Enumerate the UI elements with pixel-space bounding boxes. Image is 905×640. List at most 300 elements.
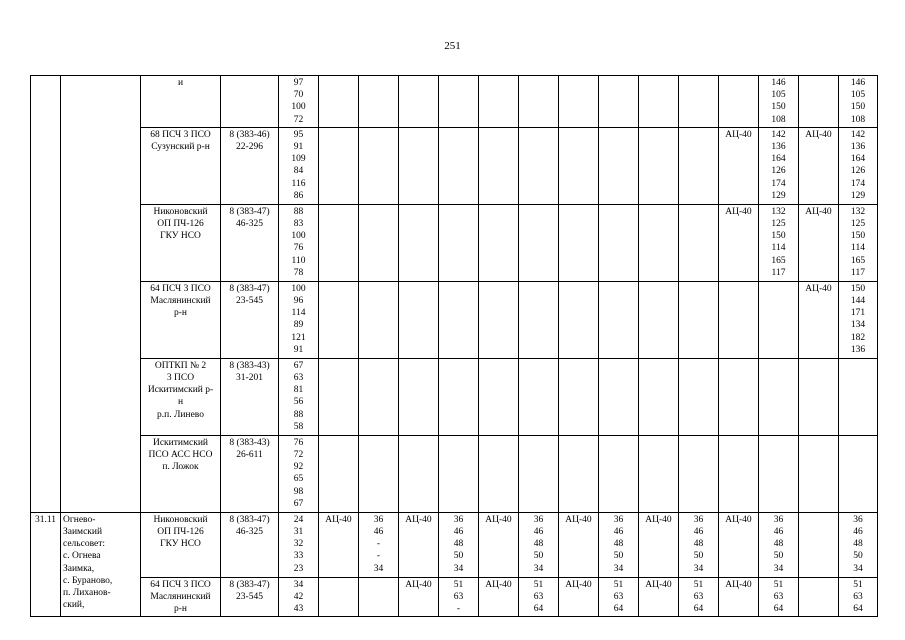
vehicle-cell xyxy=(359,281,399,358)
time-values-line: 64 xyxy=(533,604,544,615)
time-values xyxy=(519,512,559,577)
table-row xyxy=(31,281,878,358)
time-values-line: 136 xyxy=(771,142,786,153)
vehicle-cell-line: АЦ-40 xyxy=(725,129,752,140)
vehicle-cell xyxy=(799,512,839,577)
unit-name-line: 3 ПСО xyxy=(166,373,195,384)
distance-values-line: 100 xyxy=(291,231,306,242)
unit-name xyxy=(141,435,221,512)
vehicle-cell xyxy=(319,127,359,204)
settlement-line: Огнево- xyxy=(63,514,96,525)
distance-values-line: 72 xyxy=(293,450,304,461)
time-values-line: 63 xyxy=(533,592,544,603)
distance-values-line: 67 xyxy=(293,498,304,509)
vehicle-cell xyxy=(479,577,519,617)
distance-values-line: 34 xyxy=(293,579,304,590)
time-values-line: 129 xyxy=(850,190,866,201)
time-values-line: 51 xyxy=(773,579,784,590)
distance-values-line: 89 xyxy=(293,320,304,331)
settlement-line: сельсовет: xyxy=(63,539,106,550)
distance-values-line: 100 xyxy=(291,283,306,294)
unit-phone-line: 46-325 xyxy=(236,219,263,230)
unit-name xyxy=(141,281,221,358)
distance-values-line: 81 xyxy=(293,385,304,396)
time-values-line: 125 xyxy=(850,219,866,230)
time-values-line: 114 xyxy=(851,243,865,254)
vehicle-cell xyxy=(639,358,679,435)
vehicle-cell xyxy=(679,281,719,358)
vehicle-cell xyxy=(439,204,479,281)
distance-values-line: 76 xyxy=(293,243,304,254)
distance-values-line: 114 xyxy=(291,308,306,319)
vehicle-cell xyxy=(679,127,719,204)
vehicle-cell xyxy=(599,358,639,435)
time-values-line: 51 xyxy=(613,579,624,590)
vehicle-cell xyxy=(399,127,439,204)
distance-values-line: 65 xyxy=(293,474,304,485)
distance-values xyxy=(279,281,319,358)
distance-values-line: 95 xyxy=(293,129,304,140)
vehicle-cell-line: АЦ-40 xyxy=(565,514,592,525)
time-values-line: 150 xyxy=(850,102,866,113)
vehicle-cell xyxy=(319,358,359,435)
time-values-line: 117 xyxy=(851,267,865,278)
unit-phone-line: 8 (383-46) xyxy=(229,129,270,140)
unit-phone-line: 8 (383-47) xyxy=(229,283,270,294)
time-values-line: 174 xyxy=(850,178,866,189)
time-values-line: 48 xyxy=(453,539,464,550)
time-values-line: 164 xyxy=(850,154,866,165)
vehicle-cell xyxy=(519,281,559,358)
vehicle-cell xyxy=(479,127,519,204)
time-values-line: - xyxy=(376,539,381,550)
distance-values-line: 88 xyxy=(293,206,304,217)
vehicle-cell xyxy=(559,76,599,128)
unit-phone xyxy=(221,435,279,512)
time-values-line: 36 xyxy=(773,514,784,525)
vehicle-cell xyxy=(719,127,759,204)
distance-values xyxy=(279,435,319,512)
unit-name xyxy=(141,512,221,577)
vehicle-cell-line: АЦ-40 xyxy=(805,206,832,217)
vehicle-cell xyxy=(399,204,439,281)
vehicle-cell xyxy=(439,435,479,512)
vehicle-cell xyxy=(479,435,519,512)
vehicle-cell xyxy=(439,358,479,435)
time-values-line: 50 xyxy=(613,551,624,562)
time-values-line: 46 xyxy=(773,527,784,538)
time-values-line: 136 xyxy=(850,142,866,153)
unit-phone-line: 23-545 xyxy=(236,296,263,307)
vehicle-cell xyxy=(679,76,719,128)
time-values xyxy=(839,281,878,358)
time-values-line: 64 xyxy=(853,604,863,615)
time-values xyxy=(359,512,399,577)
time-values-line: 48 xyxy=(853,539,863,550)
unit-name-line: р-н xyxy=(174,604,187,615)
vehicle-cell xyxy=(319,577,359,617)
distance-values-line: 91 xyxy=(293,142,304,153)
unit-phone-line: 23-545 xyxy=(236,592,263,603)
time-values-line: 63 xyxy=(613,592,624,603)
row-number-line: 31.11 xyxy=(34,514,57,525)
table-row xyxy=(31,204,878,281)
vehicle-cell xyxy=(719,204,759,281)
time-values-line: 34 xyxy=(613,563,624,574)
distance-values-line: 121 xyxy=(291,332,306,343)
time-values-line: 46 xyxy=(613,527,624,538)
vehicle-cell xyxy=(639,577,679,617)
time-values-line: 126 xyxy=(771,166,786,177)
time-values xyxy=(839,435,878,512)
vehicle-cell xyxy=(399,512,439,577)
vehicle-cell xyxy=(439,127,479,204)
time-values-line: 51 xyxy=(853,579,863,590)
time-values-line: 50 xyxy=(693,551,704,562)
vehicle-cell xyxy=(599,204,639,281)
time-values-line: 48 xyxy=(773,539,784,550)
distance-values-line: 31 xyxy=(293,527,304,538)
distance-values-line: 42 xyxy=(293,592,304,603)
unit-phone xyxy=(221,577,279,617)
vehicle-cell xyxy=(639,512,679,577)
time-values-line: 105 xyxy=(850,90,866,101)
unit-name-line: ПСО АСС НСО xyxy=(148,450,213,461)
vehicle-cell-line: АЦ-40 xyxy=(805,129,832,140)
unit-name-line: 64 ПСЧ 3 ПСО xyxy=(150,283,211,294)
vehicle-cell xyxy=(639,127,679,204)
time-values-line: 36 xyxy=(453,514,464,525)
time-values-line: 50 xyxy=(533,551,544,562)
time-values-line: 108 xyxy=(771,114,786,125)
vehicle-cell-line: АЦ-40 xyxy=(645,514,672,525)
vehicle-cell xyxy=(559,435,599,512)
settlement xyxy=(61,512,141,617)
vehicle-cell xyxy=(799,76,839,128)
distance-values-line: 43 xyxy=(293,604,304,615)
time-values-line: 34 xyxy=(853,563,863,574)
time-values xyxy=(519,577,559,617)
vehicle-cell xyxy=(799,281,839,358)
distance-values-line: 92 xyxy=(293,462,304,473)
distance-values-line: 67 xyxy=(293,360,304,371)
time-values-line: 34 xyxy=(773,563,784,574)
time-values-line: 174 xyxy=(771,178,786,189)
unit-name-line: ОП ПЧ-126 xyxy=(157,527,204,538)
time-values-line: 117 xyxy=(771,267,786,278)
distance-values-line: 56 xyxy=(293,397,304,408)
time-values-line: 182 xyxy=(850,332,866,343)
time-values-line: 125 xyxy=(771,219,786,230)
time-values xyxy=(679,577,719,617)
time-values xyxy=(759,281,799,358)
unit-phone-line: 8 (383-47) xyxy=(229,579,270,590)
time-values-line: 108 xyxy=(850,114,866,125)
distance-values xyxy=(279,204,319,281)
distance-values-line: 63 xyxy=(293,373,304,384)
distance-values-line: 32 xyxy=(293,539,304,550)
vehicle-cell-line: АЦ-40 xyxy=(565,579,592,590)
unit-phone-line: 8 (383-43) xyxy=(229,437,270,448)
table-body xyxy=(31,76,878,617)
time-values-line: 34 xyxy=(373,563,384,574)
vehicle-cell xyxy=(479,512,519,577)
settlement-line: с. Огнева xyxy=(63,551,101,562)
settlement-line: Заимка, xyxy=(63,563,95,574)
vehicle-cell xyxy=(719,76,759,128)
unit-name-line: ГКУ НСО xyxy=(160,231,201,242)
time-values-line: 150 xyxy=(850,283,866,294)
time-values-line: 48 xyxy=(533,539,544,550)
unit-phone xyxy=(221,281,279,358)
time-values-line: 171 xyxy=(850,308,866,319)
distance-values-line: 86 xyxy=(293,190,304,201)
distance-values-line: 110 xyxy=(291,255,306,266)
time-values-line: 129 xyxy=(771,190,786,201)
time-values-line: 136 xyxy=(850,344,866,355)
time-values-line: 126 xyxy=(850,166,866,177)
unit-name-line: Маслянинский xyxy=(150,296,211,307)
distance-values-line: 23 xyxy=(293,563,304,574)
distance-values-line: 72 xyxy=(293,114,304,125)
unit-phone-line: 8 (383-43) xyxy=(229,360,270,371)
time-values-line: - xyxy=(456,604,461,615)
distance-values-line: 100 xyxy=(291,102,306,113)
time-values-line: 46 xyxy=(533,527,544,538)
vehicle-cell xyxy=(439,281,479,358)
time-values-line: 142 xyxy=(771,129,786,140)
vehicle-cell xyxy=(559,577,599,617)
unit-name-line: и xyxy=(177,78,184,88)
time-values xyxy=(839,76,878,128)
vehicle-cell xyxy=(359,435,399,512)
time-values xyxy=(759,204,799,281)
vehicle-cell-line: АЦ-40 xyxy=(725,514,752,525)
vehicle-cell xyxy=(319,204,359,281)
distance-values-line: 78 xyxy=(293,267,304,278)
unit-name xyxy=(141,204,221,281)
unit-name-line: н xyxy=(177,397,184,408)
vehicle-cell xyxy=(519,127,559,204)
time-values xyxy=(839,127,878,204)
vehicle-cell-line: АЦ-40 xyxy=(725,579,752,590)
unit-phone-line: 8 (383-47) xyxy=(229,206,270,217)
unit-phone-line: 22-296 xyxy=(236,142,263,153)
time-values-line: 63 xyxy=(853,592,863,603)
time-values-line: 51 xyxy=(453,579,464,590)
vehicle-cell xyxy=(719,435,759,512)
vehicle-cell xyxy=(559,127,599,204)
time-values-line: 36 xyxy=(613,514,624,525)
unit-name-line: Маслянинский xyxy=(150,592,211,603)
vehicle-cell xyxy=(319,512,359,577)
time-values-line: 48 xyxy=(693,539,704,550)
table-row xyxy=(31,577,878,617)
vehicle-cell xyxy=(359,127,399,204)
time-values-line: 165 xyxy=(850,255,866,266)
time-values xyxy=(839,204,878,281)
time-values xyxy=(439,512,479,577)
vehicle-cell xyxy=(719,577,759,617)
vehicle-cell xyxy=(319,281,359,358)
distance-values-line: 70 xyxy=(293,90,304,101)
vehicle-cell xyxy=(319,76,359,128)
unit-name-line: п. Ложок xyxy=(162,462,199,473)
vehicle-cell xyxy=(599,281,639,358)
time-values xyxy=(759,577,799,617)
vehicle-cell xyxy=(479,76,519,128)
time-values-line: 48 xyxy=(613,539,624,550)
vehicle-cell xyxy=(439,76,479,128)
vehicle-cell xyxy=(359,76,399,128)
vehicle-cell xyxy=(719,281,759,358)
time-values-line: 46 xyxy=(373,527,384,538)
time-values xyxy=(839,577,878,617)
vehicle-cell xyxy=(799,204,839,281)
time-values-line: 63 xyxy=(773,592,784,603)
vehicle-cell xyxy=(639,435,679,512)
time-values-line: 105 xyxy=(771,90,786,101)
vehicle-cell xyxy=(399,577,439,617)
distance-values-line: 33 xyxy=(293,551,304,562)
unit-name-line: 68 ПСЧ 3 ПСО xyxy=(150,129,211,140)
vehicle-cell-line: АЦ-40 xyxy=(805,283,832,294)
time-values xyxy=(599,512,639,577)
time-values-line: 114 xyxy=(771,243,786,254)
vehicle-cell xyxy=(799,127,839,204)
distance-values-line: 58 xyxy=(293,421,304,432)
time-values xyxy=(439,577,479,617)
table-row xyxy=(31,127,878,204)
time-values-line: 64 xyxy=(773,604,784,615)
distance-values-line: 96 xyxy=(293,296,304,307)
unit-phone-line: 31-201 xyxy=(236,373,263,384)
vehicle-cell xyxy=(719,358,759,435)
unit-phone xyxy=(221,76,279,128)
time-values-line: 46 xyxy=(853,527,863,538)
time-values-line: 132 xyxy=(771,206,786,217)
table-row xyxy=(31,435,878,512)
time-values-line: 34 xyxy=(533,563,544,574)
time-values-line: 50 xyxy=(853,551,863,562)
time-values-line: 36 xyxy=(373,514,384,525)
vehicle-cell xyxy=(519,204,559,281)
time-values-line: 165 xyxy=(771,255,786,266)
time-values xyxy=(359,577,399,617)
unit-name-line: ОПТКП № 2 xyxy=(154,360,207,371)
vehicle-cell xyxy=(359,204,399,281)
time-values xyxy=(759,76,799,128)
vehicle-cell xyxy=(679,358,719,435)
settlement-line: п. Лиханов- xyxy=(63,588,111,599)
unit-phone xyxy=(221,204,279,281)
time-values-line: 36 xyxy=(853,514,863,525)
time-values-line: 63 xyxy=(693,592,704,603)
vehicle-cell xyxy=(479,204,519,281)
vehicle-cell xyxy=(519,435,559,512)
vehicle-cell xyxy=(399,358,439,435)
unit-phone xyxy=(221,358,279,435)
time-values-line: 142 xyxy=(850,129,866,140)
time-values xyxy=(839,358,878,435)
vehicle-cell xyxy=(479,358,519,435)
vehicle-cell xyxy=(799,358,839,435)
time-values xyxy=(759,435,799,512)
settlement-line: ский, xyxy=(63,600,85,611)
unit-name-line: ОП ПЧ-126 xyxy=(157,219,204,230)
unit-phone-line: 8 (383-47) xyxy=(229,514,270,525)
vehicle-cell xyxy=(479,281,519,358)
unit-name-line: Никоновский xyxy=(153,514,208,525)
unit-phone-line: 46-325 xyxy=(236,527,263,538)
vehicle-cell xyxy=(399,281,439,358)
unit-name-line: р-н xyxy=(174,308,187,319)
unit-phone xyxy=(221,127,279,204)
time-values-line: 146 xyxy=(771,78,786,88)
time-values-line: 63 xyxy=(453,592,464,603)
unit-name xyxy=(141,127,221,204)
time-values-line: 34 xyxy=(453,563,464,574)
unit-name xyxy=(141,577,221,617)
vehicle-cell-line: АЦ-40 xyxy=(325,514,352,525)
vehicle-cell xyxy=(639,204,679,281)
vehicle-cell xyxy=(319,435,359,512)
distance-values-line: 91 xyxy=(293,344,304,355)
time-values-line: - xyxy=(376,551,381,562)
vehicle-cell-line: АЦ-40 xyxy=(725,206,752,217)
unit-phone xyxy=(221,512,279,577)
vehicle-cell-line: АЦ-40 xyxy=(485,579,512,590)
vehicle-cell xyxy=(399,435,439,512)
unit-name-line: ГКУ НСО xyxy=(160,539,201,550)
distance-values-line: 116 xyxy=(291,178,306,189)
vehicle-cell xyxy=(559,204,599,281)
vehicle-cell xyxy=(799,435,839,512)
distance-values xyxy=(279,577,319,617)
vehicle-cell-line: АЦ-40 xyxy=(405,579,432,590)
time-values-line: 64 xyxy=(693,604,704,615)
time-values-line: 150 xyxy=(850,231,866,242)
settlement-line: Заимский xyxy=(63,527,103,538)
time-values-line: 50 xyxy=(773,551,784,562)
distance-values-line: 84 xyxy=(293,166,304,177)
time-values-line: 36 xyxy=(693,514,704,525)
time-values-line: 150 xyxy=(771,102,786,113)
settlement xyxy=(61,76,141,513)
vehicle-cell xyxy=(719,512,759,577)
unit-name-line: Сузунский р-н xyxy=(151,142,210,153)
time-values xyxy=(759,358,799,435)
vehicle-cell xyxy=(679,435,719,512)
vehicle-cell xyxy=(679,204,719,281)
unit-name xyxy=(141,358,221,435)
time-values xyxy=(679,512,719,577)
time-values-line: 34 xyxy=(693,563,704,574)
vehicle-cell xyxy=(559,358,599,435)
time-values-line: 132 xyxy=(850,206,866,217)
time-values-line: 46 xyxy=(453,527,464,538)
time-values-line: 46 xyxy=(693,527,704,538)
vehicle-cell xyxy=(359,358,399,435)
distance-values xyxy=(279,512,319,577)
time-values-line: 144 xyxy=(850,296,866,307)
distance-values xyxy=(279,127,319,204)
time-values xyxy=(599,577,639,617)
table-row xyxy=(31,76,878,128)
vehicle-cell xyxy=(519,358,559,435)
time-values-line: 64 xyxy=(613,604,624,615)
time-values xyxy=(759,127,799,204)
